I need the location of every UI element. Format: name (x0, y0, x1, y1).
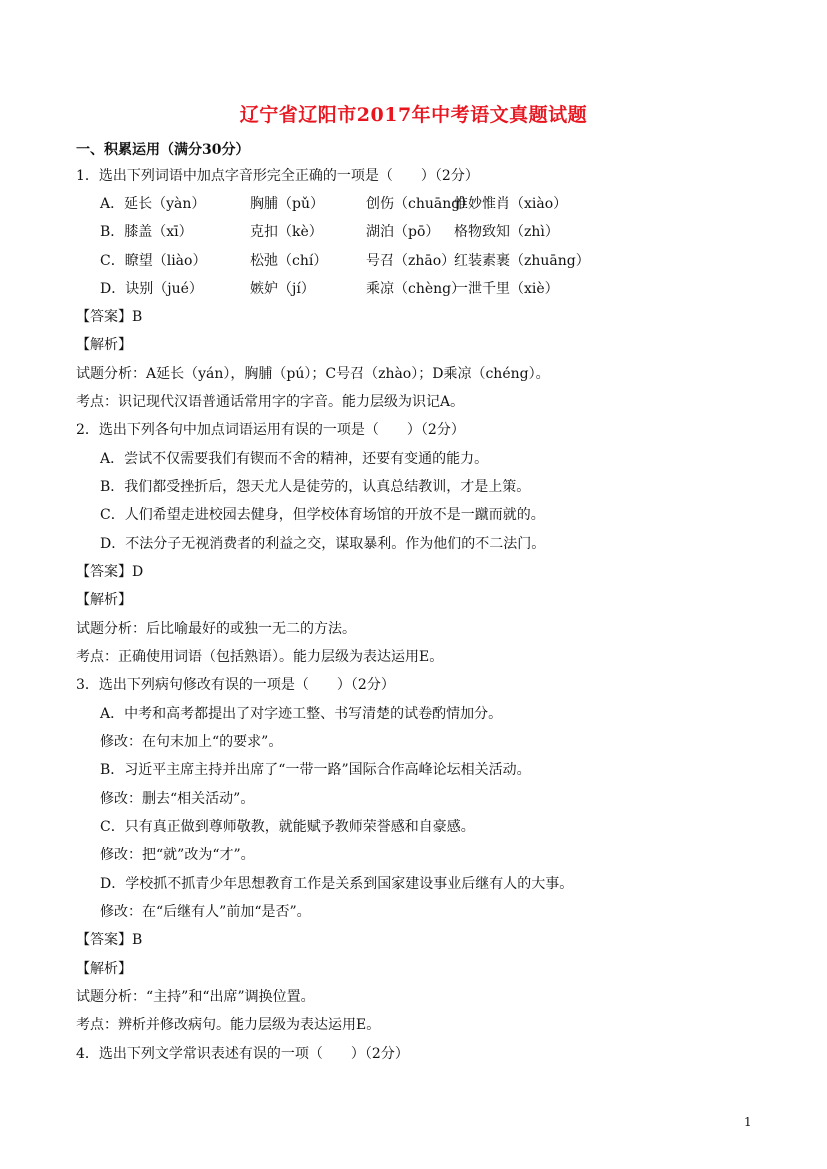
question-1-answer: 【答案】B (76, 309, 143, 325)
question-1-option-d: D．诀别（jué） 嫉妒（jí） 乘凉（chèng） 一泄千里（xiè） (100, 281, 559, 297)
question-3-jiexi-label: 【解析】 (76, 961, 132, 977)
question-3-option-d: D．学校抓不抓青少年思想教育工作是关系到国家建设事业后继有人的大事。 (100, 876, 574, 892)
question-1-option-a: A．延长（yàn） 胸脯（pǔ） 创伤（chuāng） 惟妙惟肖（xiào） (100, 196, 568, 212)
question-1-analysis: 试题分析：A延长（yán），胸脯（pú）；C号召（zhào）；D乘凉（chéng）。 (76, 366, 550, 382)
question-2-kaodian: 考点：正确使用词语（包括熟语）。能力层级为表达运用E。 (76, 649, 444, 665)
question-1-jiexi-label: 【解析】 (76, 337, 132, 353)
question-3-stem: 3．选出下列病句修改有误的一项是（ ）（2分） (76, 677, 395, 693)
question-1-option-b: B．膝盖（xī） 克扣（kè） 湖泊（pō） 格物致知（zhì） (100, 224, 559, 240)
document-title: 辽宁省辽阳市2017年中考语文真题试题 (239, 104, 588, 126)
question-4-stem: 4．选出下列文学常识表述有误的一项（ ）（2分） (76, 1046, 409, 1062)
question-3-fix-a: 修改：在句末加上“的要求”。 (100, 734, 283, 750)
question-3-answer: 【答案】B (76, 932, 143, 948)
page-number: 1 (744, 1115, 752, 1129)
question-3-fix-b: 修改：删去“相关活动”。 (100, 791, 255, 807)
question-3-kaodian: 考点：辨析并修改病句。能力层级为表达运用E。 (76, 1017, 381, 1033)
question-3-option-a: A．中考和高考都提出了对字迹工整、书写清楚的试卷酌情加分。 (100, 706, 503, 722)
question-3-analysis: 试题分析：“主持”和“出席”调换位置。 (76, 989, 315, 1005)
question-2-option-d: D．不法分子无视消费者的利益之交，谋取暴利。作为他们的不二法门。 (100, 536, 546, 552)
section-heading: 一、积累运用（满分30分） (76, 142, 250, 158)
question-2-option-a: A．尝试不仅需要我们有锲而不舍的精神，还要有变通的能力。 (100, 451, 489, 467)
question-1-option-c: C．瞭望（liào） 松弛（chí） 号召（zhāo） 红装素裹（zhuāng） (100, 253, 590, 269)
question-2-analysis: 试题分析：后比喻最好的或独一无二的方法。 (76, 621, 356, 637)
question-3-fix-c: 修改：把“就”改为“才”。 (100, 847, 255, 863)
question-2-jiexi-label: 【解析】 (76, 592, 132, 608)
question-1-stem: 1．选出下列词语中加点字音形完全正确的一项是（ ）（2分） (76, 168, 479, 184)
question-3-option-c: C．只有真正做到尊师敬教，就能赋予教师荣誉感和自豪感。 (100, 819, 475, 835)
question-2-option-b: B．我们都受挫折后，怨天尤人是徒劳的，认真总结教训，才是上策。 (100, 479, 531, 495)
question-2-answer: 【答案】D (76, 564, 144, 580)
question-3-fix-d: 修改：在“后继有人”前加“是否”。 (100, 904, 311, 920)
question-1-kaodian: 考点：识记现代汉语普通话常用字的字音。能力层级为识记A。 (76, 394, 465, 410)
question-2-option-c: C．人们希望走进校园去健身，但学校体育场馆的开放不是一蹴而就的。 (100, 507, 545, 523)
question-3-option-b: B．习近平主席主持并出席了“一带一路”国际合作高峰论坛相关活动。 (100, 762, 531, 778)
question-2-stem: 2．选出下列各句中加点词语运用有误的一项是（ ）（2分） (76, 422, 465, 438)
